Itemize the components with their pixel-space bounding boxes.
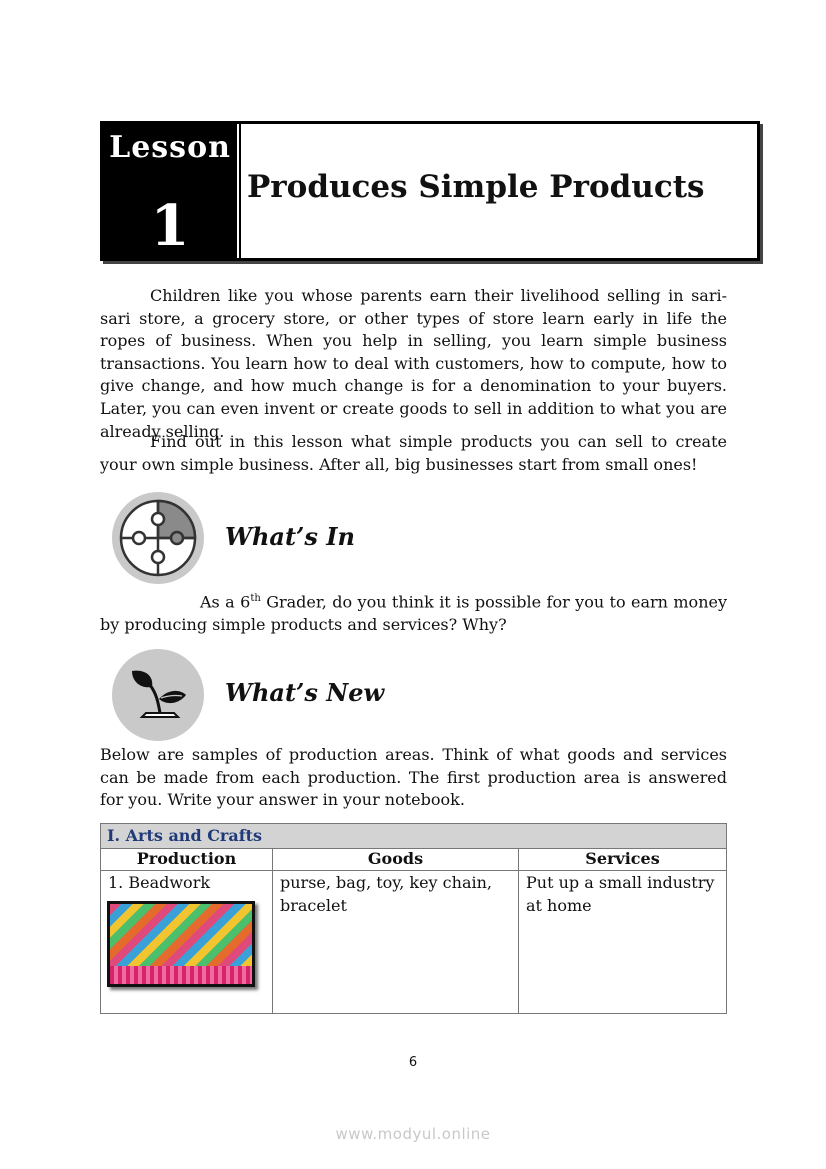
whats-in-title: What’s In bbox=[225, 522, 355, 551]
table-row bbox=[101, 871, 727, 1014]
beadwork-image bbox=[107, 901, 255, 987]
table-header-row bbox=[101, 849, 727, 871]
lesson-number: 1 bbox=[150, 193, 190, 259]
table-section-heading: I. Arts and Crafts bbox=[101, 824, 727, 849]
lesson-number-box bbox=[103, 124, 239, 258]
page-number: 6 bbox=[408, 1055, 418, 1070]
goods-cell: purse, bag, toy, key chain, bracelet bbox=[273, 871, 519, 1014]
whats-in-paragraph bbox=[100, 588, 727, 637]
sprout-icon bbox=[112, 649, 204, 741]
puzzle-icon bbox=[112, 492, 204, 584]
intro-paragraph-1-text: Children like you whose parents earn their livelihood selling in sari-sari store, a grocery store, or other types of store learn early in life the ropes of business. When you help in selling, you learn simple business transactions. You learn how to deal with customers, how to compute, how to give change, and how much change is for a denomination to your buyers. Later, you can even invent or create goods to sell in addition to what you are already selling. bbox=[100, 286, 727, 441]
intro-paragraph-1 bbox=[100, 285, 727, 443]
header-goods: Goods bbox=[273, 849, 519, 871]
header-services: Services bbox=[519, 849, 727, 871]
intro-paragraph-2 bbox=[100, 431, 727, 476]
production-label: 1. Beadwork bbox=[108, 873, 211, 892]
whats-new-paragraph: Below are samples of production areas. Think of what goods and services can be made from each production. The first production area is answered for you. Write your answer in your notebook. bbox=[100, 745, 727, 810]
whats-in-text-a: As a 6 bbox=[200, 592, 251, 612]
lesson-label: Lesson bbox=[109, 130, 231, 165]
services-cell: Put up a small industry at home bbox=[519, 871, 727, 1014]
lesson-title: Produces Simple Products bbox=[247, 169, 705, 205]
lesson-title-box bbox=[239, 124, 757, 258]
whats-new-title: What’s New bbox=[225, 678, 385, 707]
production-table bbox=[100, 823, 727, 1014]
watermark: www.modyul.online bbox=[335, 1125, 491, 1143]
lesson-header bbox=[100, 121, 760, 261]
production-cell bbox=[101, 871, 273, 1014]
intro-paragraph-2-text: Find out in this lesson what simple products you can sell to create your own simple business. After all, big businesses start from small ones! bbox=[100, 432, 727, 474]
header-production: Production bbox=[101, 849, 273, 871]
ordinal-suffix: th bbox=[250, 593, 261, 604]
whats-in-text-b: Grader, do you think it is possible for you to earn money by producing simple products and services? Why? bbox=[100, 592, 728, 634]
